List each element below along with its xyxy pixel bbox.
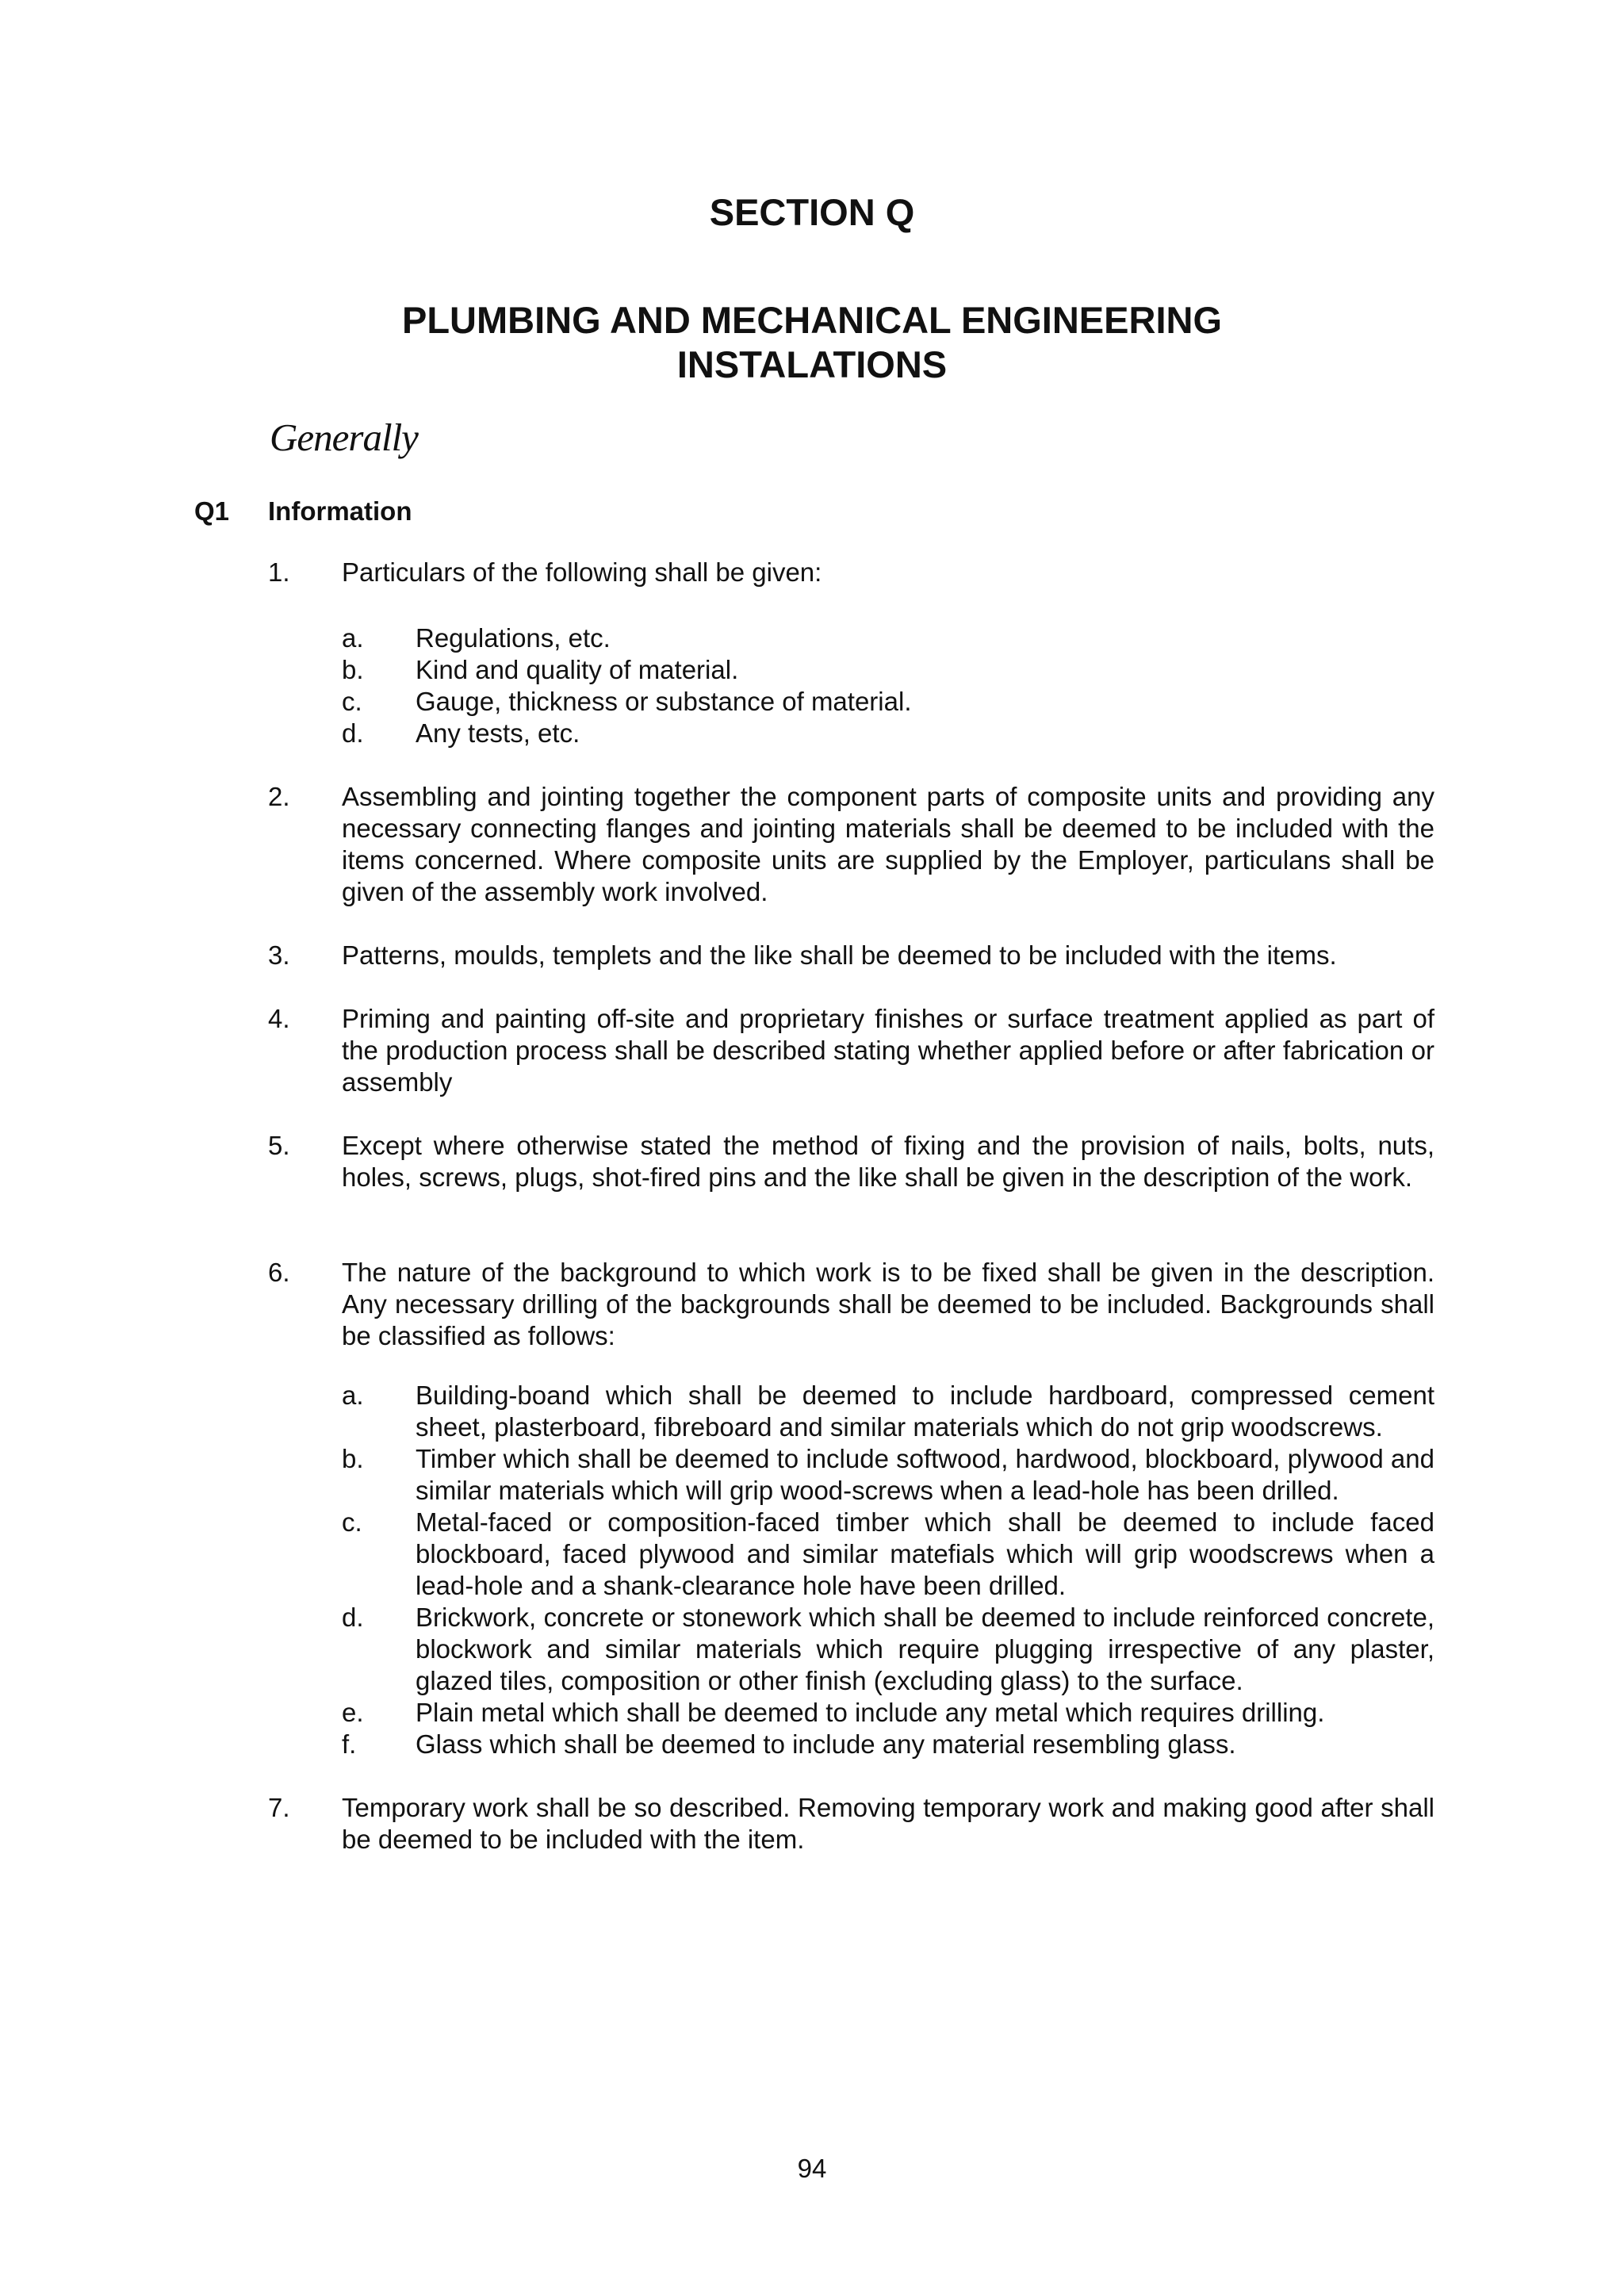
- sub-item-text: Gauge, thickness or substance of material.: [416, 687, 912, 716]
- clause-title: Information: [268, 496, 412, 526]
- sub-item-letter: f.: [342, 1729, 357, 1759]
- item-number: 3.: [268, 940, 290, 970]
- sub-item-letter: c.: [342, 687, 362, 716]
- sub-item-letter: d.: [342, 1603, 364, 1632]
- item-number: 4.: [268, 1004, 290, 1033]
- item-number: 2.: [268, 782, 290, 811]
- sub-item-text: Plain metal which shall be deemed to include any metal which requires drilling.: [416, 1698, 1325, 1727]
- sub-item-text: Building-boand which shall be deemed to include hardboard, compressed cement sheet, plasterboard, fibreboard and similar materials which do not grip woodscrews.: [416, 1381, 1434, 1442]
- sub-item-text: Any tests, etc.: [416, 718, 580, 748]
- sub-item-letter: d.: [342, 718, 364, 748]
- main-title: [0, 298, 1624, 387]
- section-title: SECTION Q: [709, 191, 915, 233]
- sub-item-text: Glass which shall be deemed to include any material resembling glass.: [416, 1729, 1236, 1759]
- item-number: 6.: [268, 1258, 290, 1287]
- sub-item-letter: e.: [342, 1698, 364, 1727]
- sub-item-letter: c.: [342, 1507, 362, 1537]
- sub-item-text: Timber which shall be deemed to include softwood, hardwood, blockboard, plywood and similar materials which will grip wood-screws when a lead-hole has been drilled.: [416, 1444, 1434, 1505]
- sub-item-text: Regulations, etc.: [416, 623, 611, 653]
- item-text: Particulars of the following shall be given:: [342, 557, 822, 587]
- main-title-line-2: INSTALATIONS: [676, 343, 948, 385]
- item-text: Patterns, moulds, templets and the like shall be deemed to be included with the items.: [342, 940, 1337, 970]
- sub-item-text: Kind and quality of material.: [416, 655, 739, 684]
- item-text: Temporary work shall be so described. Removing temporary work and making good after shall be deemed to be included with the item.: [342, 1793, 1434, 1854]
- item-text: Except where otherwise stated the method of fixing and the provision of nails, bolts, nuts, holes, screws, plugs, shot-fired pins and the like shall be given in the description of the work.: [342, 1131, 1434, 1192]
- item-text: Priming and painting off-site and proprietary finishes or surface treatment applied as part of the production process shall be described stating whether applied before or after fabrication or assembly: [342, 1004, 1434, 1097]
- item-number: 7.: [268, 1793, 290, 1822]
- sub-item-text: Metal-faced or composition-faced timber which shall be deemed to include faced blockboard, faced plywood and similar matefials which will grip woodscrews when a lead-hole and a shank-clearance hole have been drilled.: [416, 1507, 1434, 1600]
- item-number: 1.: [268, 557, 290, 587]
- clause-number: Q1: [194, 496, 230, 526]
- item-text: The nature of the background to which work is to be fixed shall be given in the description. Any necessary drilling of the backgrounds shall be deemed to be included. Backgrounds shall be classified as follows:: [342, 1258, 1434, 1350]
- sub-item-letter: a.: [342, 623, 364, 653]
- sub-item-text: Brickwork, concrete or stonework which shall be deemed to include reinforced concrete, blockwork and similar materials which require plugging irrespective of any plaster, glazed tiles, composition or other finish (excluding glass) to the surface.: [416, 1603, 1434, 1695]
- main-title-line-1: PLUMBING AND MECHANICAL ENGINEERING: [401, 299, 1223, 341]
- subheading-generally: Generally: [270, 416, 418, 459]
- sub-item-letter: a.: [342, 1381, 364, 1410]
- item-text: Assembling and jointing together the component parts of composite units and providing any necessary connecting flanges and jointing materials shall be deemed to be included with the items concerned. Where composite units are supplied by the Employer, particulans shall be given of the assembly work involved.: [342, 782, 1434, 906]
- sub-item-letter: b.: [342, 1444, 364, 1473]
- sub-item-letter: b.: [342, 655, 364, 684]
- page-number: 94: [797, 2154, 827, 2183]
- item-number: 5.: [268, 1131, 290, 1160]
